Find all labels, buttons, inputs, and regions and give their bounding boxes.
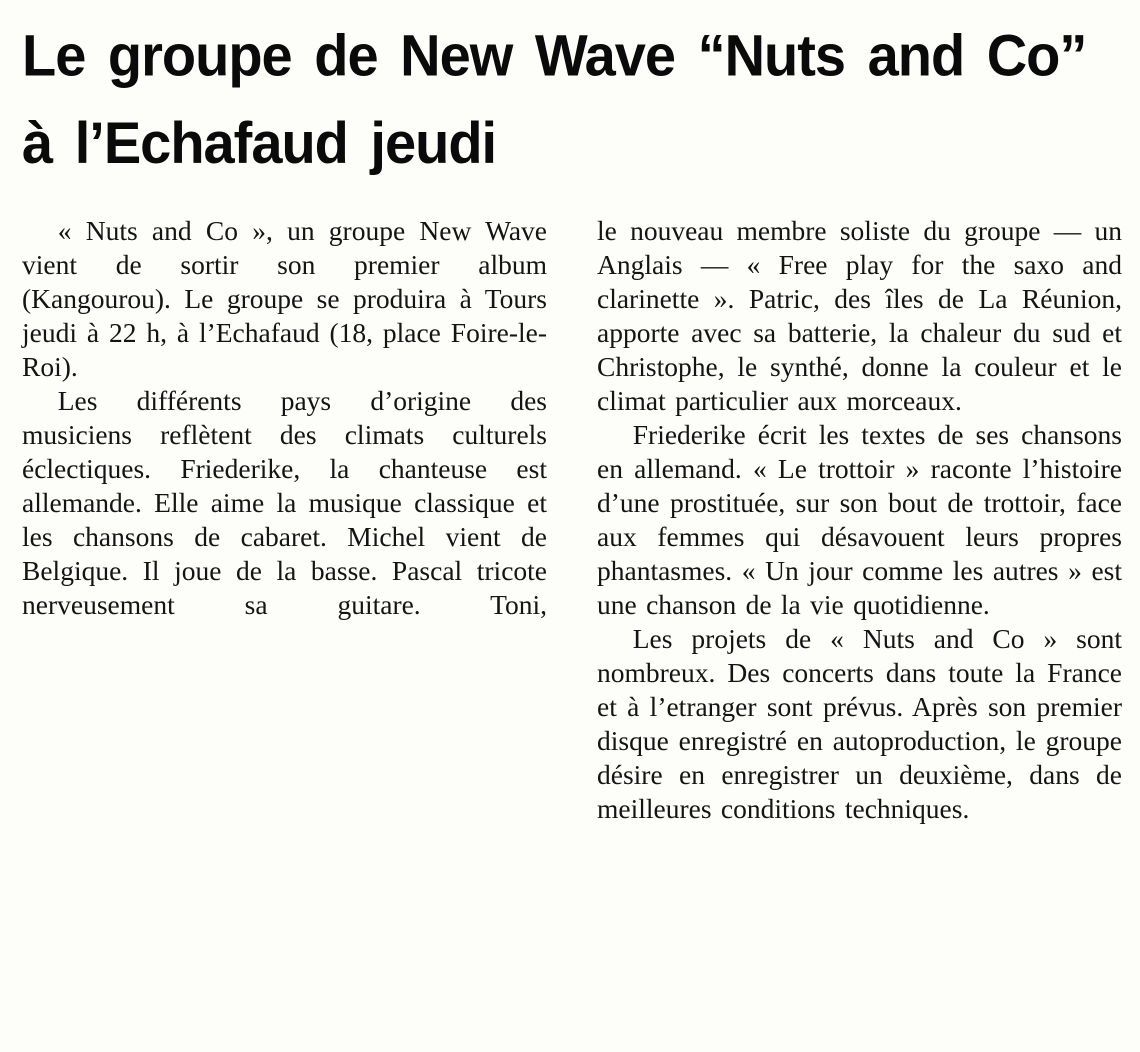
paragraph-musicians-continued: le nouveau membre soliste du groupe — un Anglais — « Free play for the saxo and clarinette ». Patric, des îles de La Réunion, apporte avec sa batterie, la chaleur du sud et Christophe, le synthé, donne la couleur et le climat particulier aux morceaux. xyxy=(597,215,1122,416)
article-headline xyxy=(22,12,1122,187)
article-body xyxy=(22,214,1122,826)
article-column-left xyxy=(22,214,547,826)
paragraph-projects: Les projets de « Nuts and Co » sont nombreux. Des concerts dans toute la France et à l’etranger sont prévus. Après son premier disque enregistré en autoproduction, le groupe désire en enregistrer un deuxième, dans de meilleures conditions techniques. xyxy=(597,623,1122,824)
article-column-right xyxy=(597,214,1122,826)
paragraph-musicians: Les différents pays d’origine des musiciens reflètent des climats culturels éclectiques. Friederike, la chanteuse est allemande. Elle aime la musique classique et les chansons de cabaret. Michel vient de Belgique. Il joue de la basse. Pascal tricote nerveusement sa guitare. Toni, xyxy=(22,385,547,620)
headline-line-2: à l’Echafaud jeudi xyxy=(22,109,497,176)
headline-line-1: Le groupe de New Wave “Nuts and Co” xyxy=(22,22,1087,88)
paragraph-lyrics: Friederike écrit les textes de ses chansons en allemand. « Le trottoir » raconte l’histoire d’une prostituée, sur son bout de trottoir, face aux femmes qui désavouent leurs propres phantasmes. « Un jour comme les autres » est une chanson de la vie quotidienne. xyxy=(597,419,1122,620)
paragraph-intro: « Nuts and Co », un groupe New Wave vient de sortir son premier album (Kangourou). Le groupe se produira à Tours jeudi à 22 h, à l’Echafaud (18, place Foire-le-Roi). xyxy=(22,215,547,382)
